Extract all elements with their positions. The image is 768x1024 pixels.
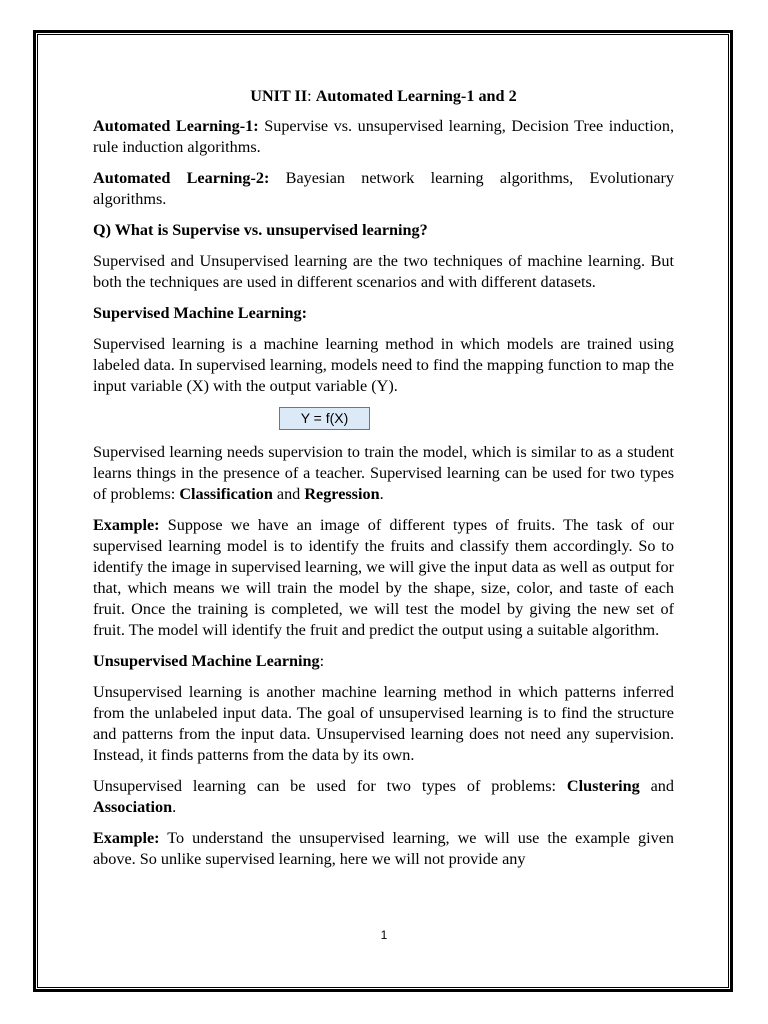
example-label-2: Example: bbox=[93, 829, 160, 847]
unsupervised-heading-paragraph bbox=[93, 651, 674, 672]
formula-box: Y = f(X) bbox=[279, 407, 370, 430]
regression-term: Regression bbox=[304, 485, 380, 503]
clustering-term: Clustering bbox=[566, 777, 640, 795]
al1-paragraph bbox=[93, 116, 674, 158]
example-text-2: To understand the unsupervised learning, we will use the example given above. So unlike supervised learning, here we will not provide any bbox=[93, 829, 674, 868]
unit-title: Automated Learning-1 and 2 bbox=[315, 87, 517, 105]
unsupervised-colon: : bbox=[319, 652, 325, 670]
supervised-heading: Supervised Machine Learning: bbox=[93, 304, 308, 322]
al1-label: Automated Learning-1: bbox=[93, 117, 259, 135]
unsupervised-definition: Unsupervised learning is another machine learning method in which patterns inferred from the unlabeled input data. The goal of unsupervised learning is to find the structure and patterns from the input data. Unsupervised learning does not need any supervision. Instead, it finds patterns from the data by its own. bbox=[93, 683, 674, 764]
association-term: Association bbox=[93, 798, 173, 816]
supervised-needs-text: Supervised learning needs supervision to train the model, which is similar to as a student learns things in the presence of a teacher. Supervised learning can be used for two types of problems: bbox=[93, 443, 674, 503]
example-text-1: Suppose we have an image of different types of fruits. The task of our supervised learning model is to identify the fruits and classify them accordingly. So to identify the image in supervised learning, we will give the input data as well as output for that, which means we will train the model by the shape, size, color, and taste of each fruit. Once the training is completed, we will test the model by giving the new set of fruit. The model will identify the fruit and predict the output using a suitable algorithm. bbox=[93, 516, 674, 639]
al2-label: Automated Learning-2: bbox=[93, 169, 270, 187]
unsupervised-example-paragraph bbox=[93, 828, 674, 870]
example-label-1: Example: bbox=[93, 516, 160, 534]
document-body bbox=[93, 86, 674, 870]
al2-text: Bayesian network learning algorithms, Evolutionary algorithms. bbox=[93, 169, 674, 208]
unsupervised-use-paragraph bbox=[93, 776, 674, 818]
supervised-example-paragraph bbox=[93, 515, 674, 641]
title-colon: : bbox=[307, 87, 316, 105]
supervised-definition: Supervised learning is a machine learning method in which models are trained using labeled data. In supervised learning, models need to find the mapping function to map the input variable (X) with the output variable (Y). bbox=[93, 335, 674, 395]
and-text-2: and bbox=[639, 777, 674, 795]
unit-label: UNIT II bbox=[250, 87, 308, 105]
unsupervised-use-text: Unsupervised learning can be used for two types of problems: bbox=[93, 777, 567, 795]
intro-paragraph: Supervised and Unsupervised learning are the two techniques of machine learning. But both the techniques are used in different scenarios and with different datasets. bbox=[93, 252, 674, 291]
unsupervised-heading: Unsupervised Machine Learning bbox=[93, 652, 320, 670]
and-text-1: and bbox=[272, 485, 305, 503]
page-title bbox=[93, 86, 674, 107]
page-number: 1 bbox=[380, 928, 388, 942]
al2-paragraph bbox=[93, 168, 674, 210]
period-1: . bbox=[379, 485, 384, 503]
formula-container bbox=[93, 407, 674, 430]
question-heading: Q) What is Supervise vs. unsupervised learning? bbox=[93, 221, 428, 239]
period-2: . bbox=[172, 798, 177, 816]
supervised-needs-paragraph bbox=[93, 442, 674, 505]
classification-term: Classification bbox=[179, 485, 273, 503]
al1-text: Supervise vs. unsupervised learning, Decision Tree induction, rule induction algorithms. bbox=[93, 117, 674, 156]
